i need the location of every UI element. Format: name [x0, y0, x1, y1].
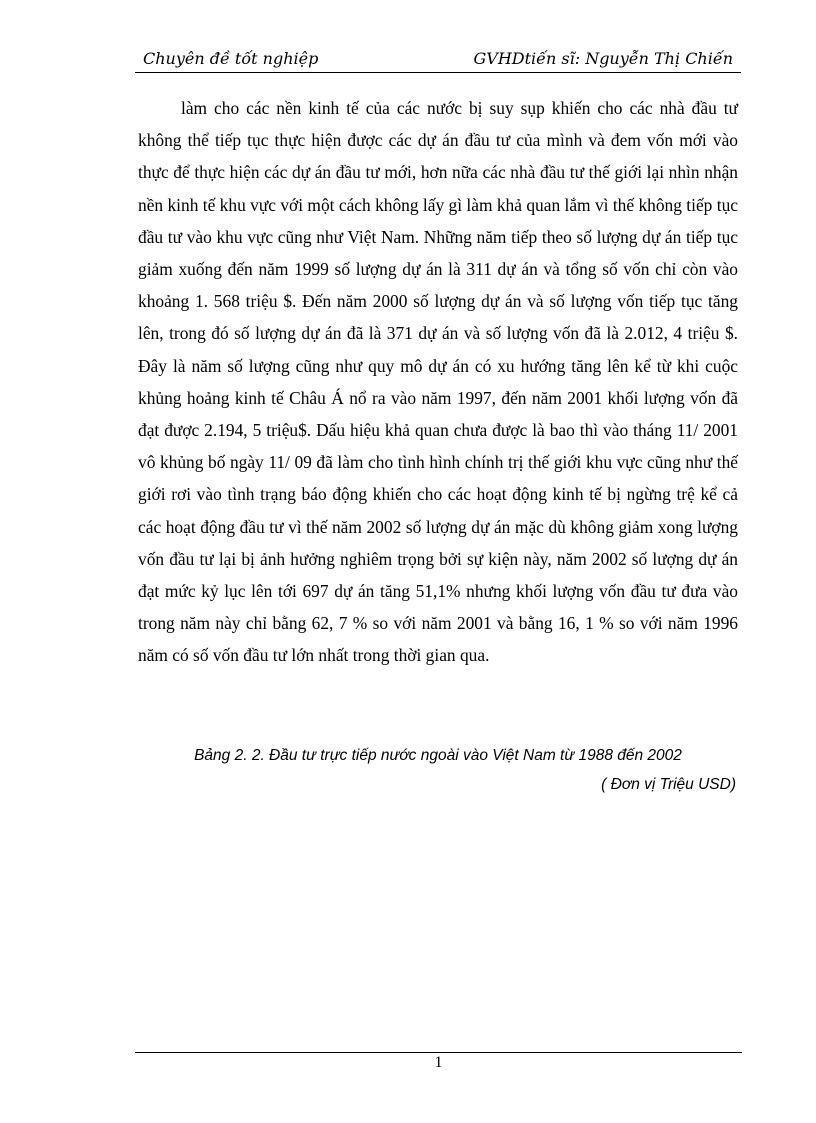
unit-note: ( Đơn vị Triệu USD): [601, 776, 736, 793]
body-paragraph: làm cho các nền kinh tế của các nước bị suy sụp khiến cho các nhà đầu tư không thể tiếp tục thực hiện được các dự án đầu tư của mình và đem vốn mới vào thực để thực hiện các dự án đầu tư mới, hơn nữa các nhà đầu tư thế giới lại nhìn nhận nền kinh tế khu vực với một cách không lấy gì làm khả quan lắm vì thế không tiếp tục đầu tư vào khu vực cũng như Việt Nam. Những năm tiếp theo số lượng dự án tiếp tục giảm xuống đến năm 1999 số lượng dự án là 311 dự án và tổng số vốn chỉ còn vào khoảng 1. 568 triệu $. Đến năm 2000 số lượng dự án và số lượng vốn tiếp tục tăng lên, trong đó số lượng dự án đã là 371 dự án và số lượng vốn đã là 2.012, 4 triệu $. Đây là năm số lượng cũng như quy mô dự án có xu hướng tăng lên kể từ khi cuộc khủng hoảng kinh tế Châu Á nổ ra vào năm 1997, đến năm 2001 khối lượng vốn đã đạt được 2.194, 5 triệu$. Dấu hiệu khả quan chưa được là bao thì vào tháng 11/ 2001 vô khủng bố ngày 11/ 09 đã làm cho tình hình chính trị thế giới khu vực cũng như thế giới rơi vào tình trạng báo động khiến cho các hoạt động kinh tế bị ngừng trệ kể cả các hoạt động đầu tư vì thế năm 2002 số lượng dự án mặc dù không giảm xong lượng vốn đầu tư lại bị ảnh hưởng nghiêm trọng bởi sự kiện này, năm 2002 số lượng dự án đạt mức kỷ lục lên tới 697 dự án tăng 51,1% nhưng khối lượng vốn đầu tư đưa vào trong năm này chỉ bằng 62, 7 % so với năm 2001 và bằng 16, 1 % so với năm 1996 năm có số vốn đầu tư lớn nhất trong thời gian qua.: [138, 98, 738, 666]
page-header: [135, 46, 741, 73]
header-title: Chuyên đề tốt nghiệp: [143, 49, 319, 68]
header-supervisor: GVHDtiến sĩ: Nguyễn Thị Chiến: [473, 49, 733, 68]
page-number: 1: [434, 1054, 443, 1071]
body-text: [138, 92, 738, 672]
table-caption: Bảng 2. 2. Đầu tư trực tiếp nước ngoài vào Việt Nam từ 1988 đến 2002: [194, 747, 682, 764]
footer-divider: [135, 1052, 742, 1053]
